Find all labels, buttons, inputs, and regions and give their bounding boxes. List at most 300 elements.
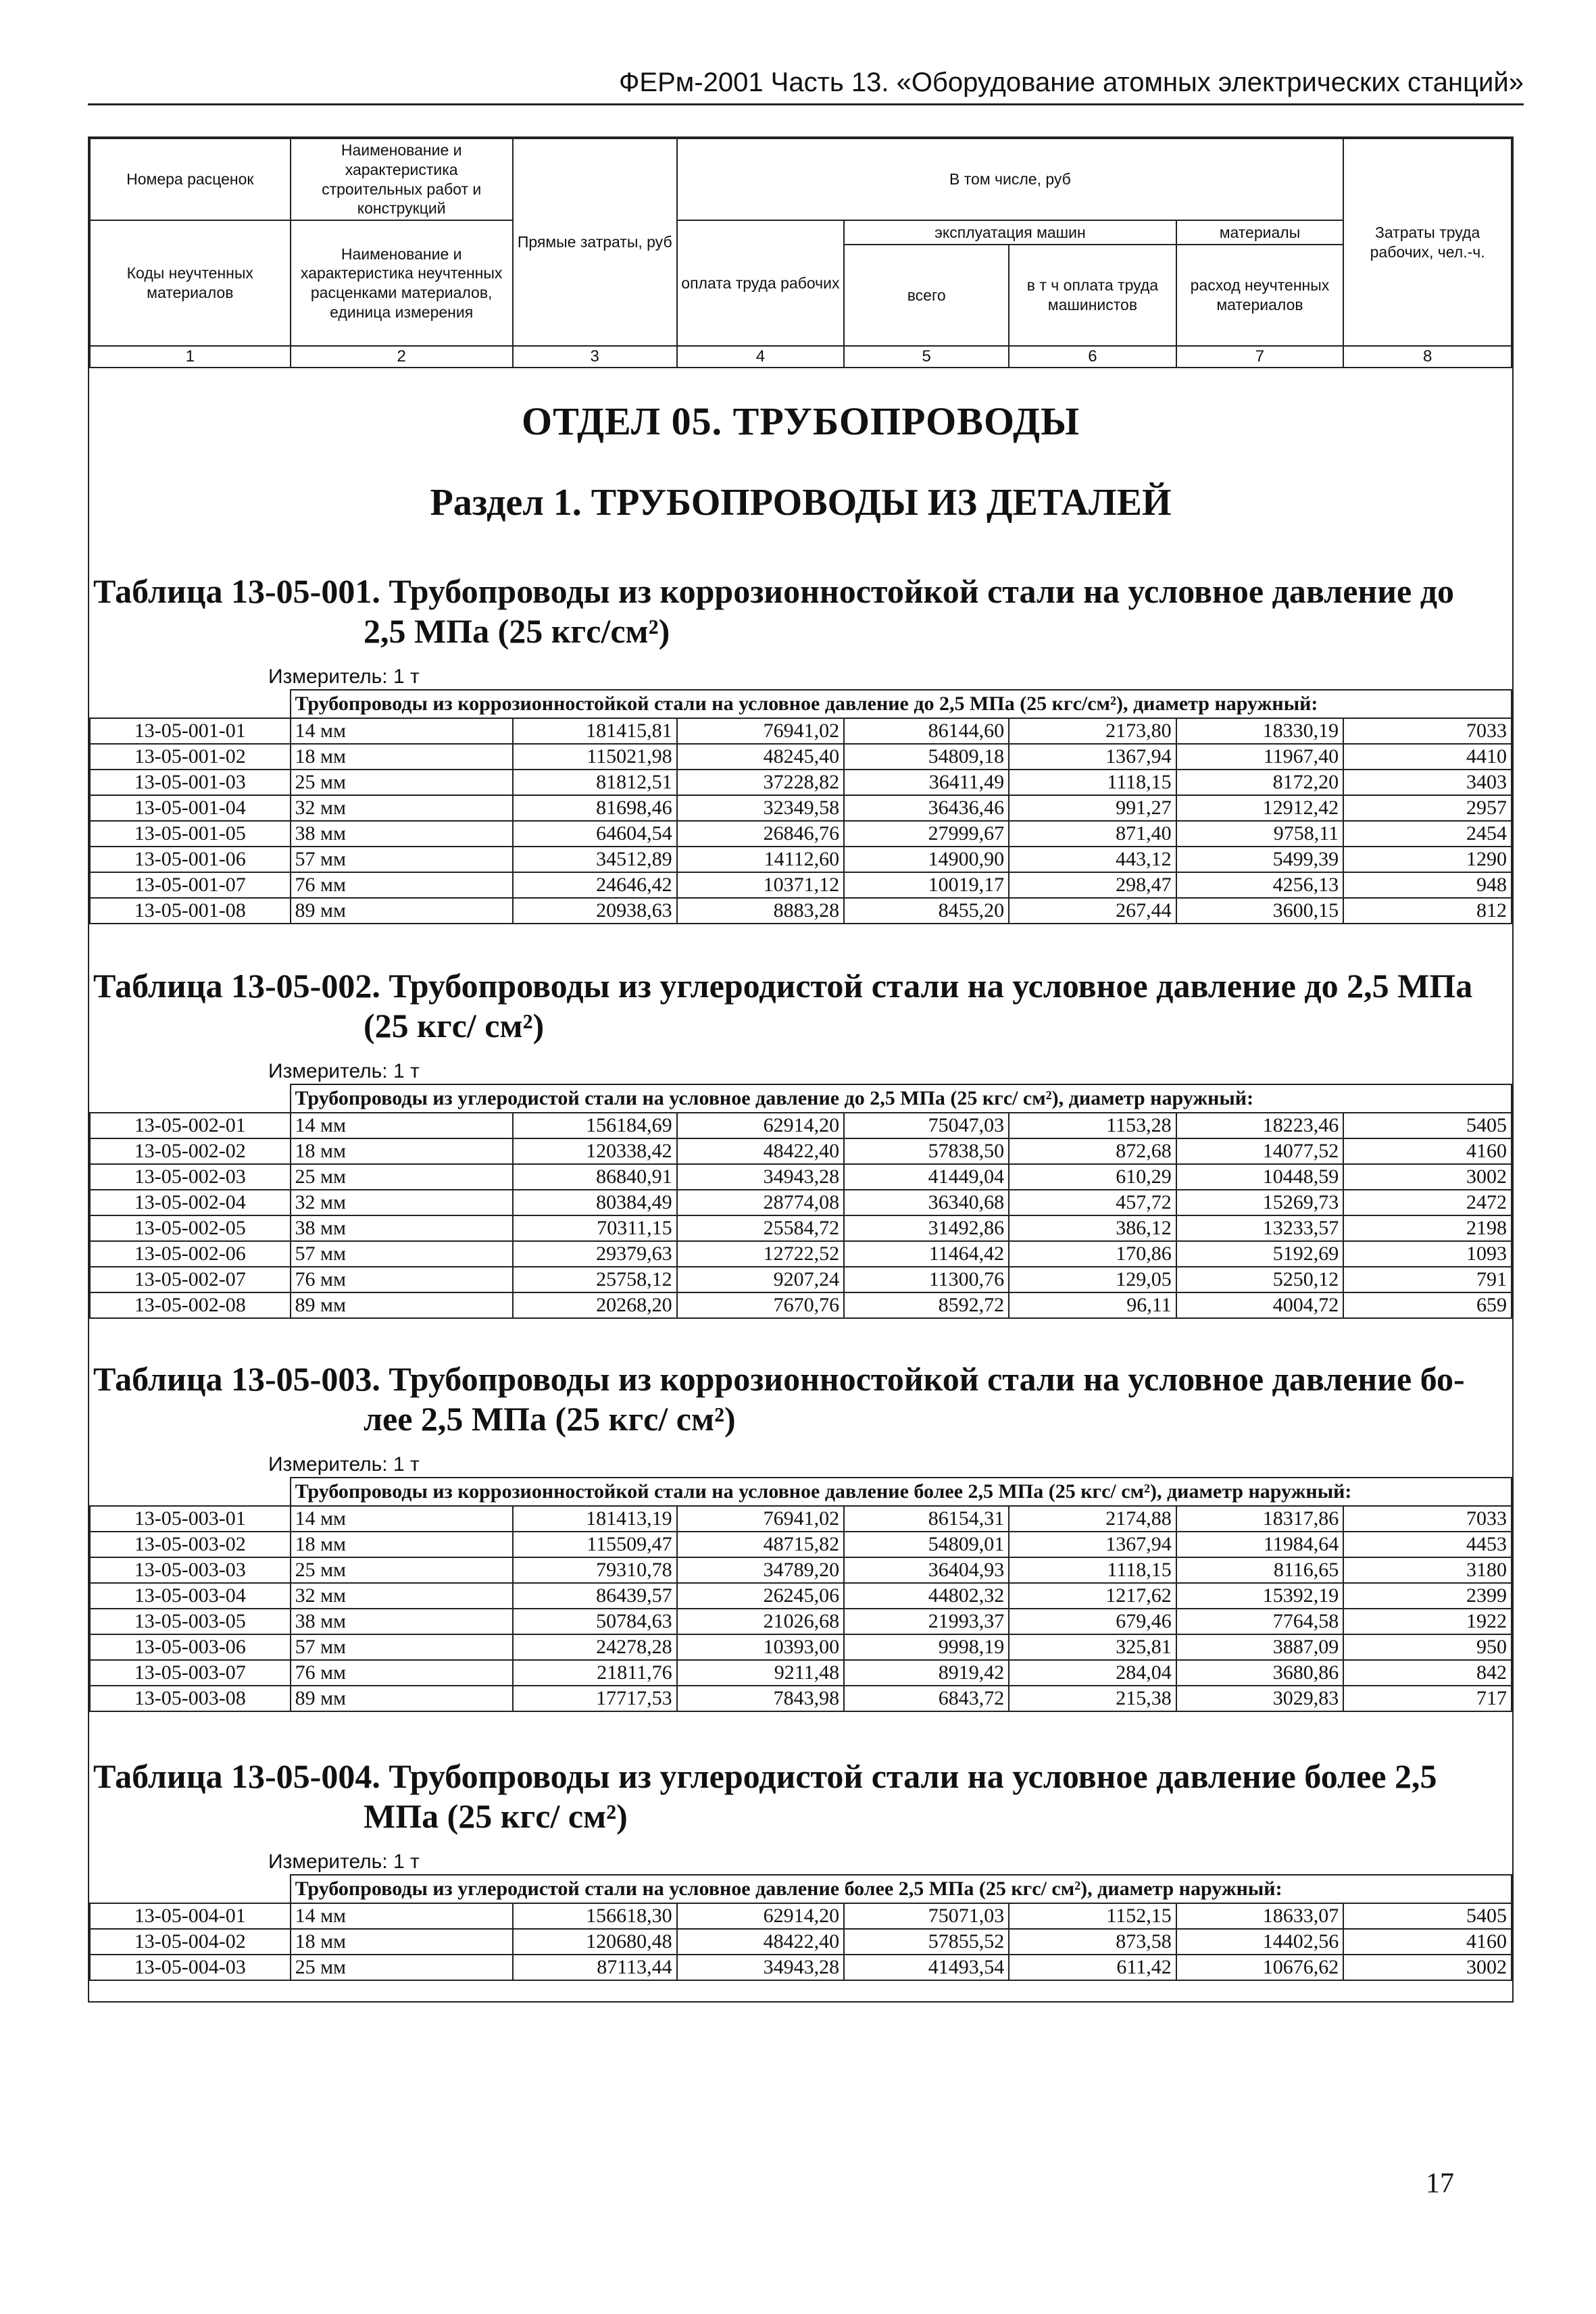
table-row — [90, 1267, 1512, 1292]
value-cell: 842 — [1343, 1660, 1512, 1686]
rate-table — [89, 689, 1512, 924]
header-worker-wages: оплата труда рабочих — [677, 220, 845, 346]
value-cell: 3600,15 — [1176, 898, 1344, 924]
diameter-cell: 18 мм — [291, 1532, 513, 1557]
value-cell: 41493,54 — [844, 1955, 1009, 1980]
value-cell: 10019,17 — [844, 872, 1009, 898]
value-cell: 21811,76 — [513, 1660, 677, 1686]
value-cell: 325,81 — [1009, 1634, 1176, 1660]
value-cell: 9211,48 — [677, 1660, 845, 1686]
value-cell: 7033 — [1343, 1506, 1512, 1532]
value-cell: 75047,03 — [844, 1113, 1009, 1138]
value-cell: 991,27 — [1009, 795, 1176, 821]
value-cell: 948 — [1343, 872, 1512, 898]
department-title: ОТДЕЛ 05. ТРУБОПРОВОДЫ — [521, 399, 1080, 443]
value-cell: 443,12 — [1009, 847, 1176, 872]
value-cell: 86439,57 — [513, 1583, 677, 1609]
table-row — [90, 1583, 1512, 1609]
value-cell: 1118,15 — [1009, 1557, 1176, 1583]
value-cell: 7843,98 — [677, 1686, 845, 1711]
value-cell: 36436,46 — [844, 795, 1009, 821]
value-cell: 120338,42 — [513, 1138, 677, 1164]
header-col-number: 7 — [1176, 346, 1344, 368]
table-row — [90, 1660, 1512, 1686]
diameter-cell: 25 мм — [291, 1955, 513, 1980]
value-cell: 20938,63 — [513, 898, 677, 924]
value-cell: 10393,00 — [677, 1634, 845, 1660]
value-cell: 3002 — [1343, 1955, 1512, 1980]
value-cell: 1367,94 — [1009, 744, 1176, 770]
value-cell: 20268,20 — [513, 1292, 677, 1318]
value-cell: 871,40 — [1009, 821, 1176, 847]
table-row — [90, 1634, 1512, 1660]
value-cell: 21026,68 — [677, 1609, 845, 1634]
diameter-cell: 38 мм — [291, 1215, 513, 1241]
table-title-line: Трубопроводы из углеродистой стали на условное давление более 2,5 — [389, 1757, 1437, 1795]
rate-code-cell: 13-05-001-01 — [90, 718, 291, 744]
rate-code-cell: 13-05-001-08 — [90, 898, 291, 924]
value-cell: 87113,44 — [513, 1955, 677, 1980]
value-cell: 18633,07 — [1176, 1903, 1344, 1929]
rate-code-cell: 13-05-002-03 — [90, 1164, 291, 1190]
value-cell: 11464,42 — [844, 1241, 1009, 1267]
value-cell: 9758,11 — [1176, 821, 1344, 847]
value-cell: 872,68 — [1009, 1138, 1176, 1164]
value-cell: 2957 — [1343, 795, 1512, 821]
table-subheader: Трубопроводы из углеродистой стали на условное давление более 2,5 МПа (25 кгс/ см²), диаметр наружный: — [291, 1875, 1512, 1903]
value-cell: 36411,49 — [844, 770, 1009, 795]
value-cell: 10371,12 — [677, 872, 845, 898]
header-col-number: 6 — [1009, 346, 1176, 368]
table-row — [90, 1241, 1512, 1267]
rate-code-cell: 13-05-003-04 — [90, 1583, 291, 1609]
measure-unit: Измеритель: 1 т — [268, 1851, 420, 1873]
value-cell: 86840,91 — [513, 1164, 677, 1190]
value-cell: 75071,03 — [844, 1903, 1009, 1929]
value-cell: 4004,72 — [1176, 1292, 1344, 1318]
value-cell: 11300,76 — [844, 1267, 1009, 1292]
value-cell: 1217,62 — [1009, 1583, 1176, 1609]
header-materials: материалы — [1176, 220, 1344, 245]
value-cell: 5405 — [1343, 1113, 1512, 1138]
table-title-line: лее 2,5 МПа (25 кгс/ см²) — [364, 1400, 736, 1438]
rate-code-cell: 13-05-002-02 — [90, 1138, 291, 1164]
blank-cell — [90, 1084, 291, 1113]
diameter-cell: 76 мм — [291, 1660, 513, 1686]
table-row — [90, 744, 1512, 770]
value-cell: 812 — [1343, 898, 1512, 924]
value-cell: 26846,76 — [677, 821, 845, 847]
diameter-cell: 32 мм — [291, 795, 513, 821]
rate-tables — [89, 572, 1512, 1981]
value-cell: 156618,30 — [513, 1903, 677, 1929]
header-unaccounted-materials: расход неучтенных материалов — [1176, 245, 1344, 346]
table-row — [90, 1557, 1512, 1583]
rate-code-cell: 13-05-002-01 — [90, 1113, 291, 1138]
blank-cell — [90, 690, 291, 718]
value-cell: 7670,76 — [677, 1292, 845, 1318]
value-cell: 5250,12 — [1176, 1267, 1344, 1292]
value-cell: 3180 — [1343, 1557, 1512, 1583]
table-row — [90, 821, 1512, 847]
value-cell: 54809,18 — [844, 744, 1009, 770]
rate-code-cell: 13-05-002-06 — [90, 1241, 291, 1267]
value-cell: 679,46 — [1009, 1609, 1176, 1634]
value-cell: 950 — [1343, 1634, 1512, 1660]
value-cell: 64604,54 — [513, 821, 677, 847]
value-cell: 120680,48 — [513, 1929, 677, 1955]
table-row — [90, 1532, 1512, 1557]
value-cell: 29379,63 — [513, 1241, 677, 1267]
blank-cell — [90, 1875, 291, 1903]
value-cell: 115509,47 — [513, 1532, 677, 1557]
page-header: ФЕРм-2001 Часть 13. «Оборудование атомных электрических станций» — [88, 68, 1524, 105]
table-title — [89, 572, 1512, 651]
value-cell: 34512,89 — [513, 847, 677, 872]
header-col-number: 4 — [677, 346, 845, 368]
diameter-cell: 57 мм — [291, 847, 513, 872]
value-cell: 8592,72 — [844, 1292, 1009, 1318]
value-cell: 21993,37 — [844, 1609, 1009, 1634]
value-cell: 5499,39 — [1176, 847, 1344, 872]
value-cell: 2454 — [1343, 821, 1512, 847]
value-cell: 86144,60 — [844, 718, 1009, 744]
value-cell: 34789,20 — [677, 1557, 845, 1583]
header-including: В том числе, руб — [677, 139, 1344, 220]
value-cell: 10448,59 — [1176, 1164, 1344, 1190]
rate-code-cell: 13-05-003-05 — [90, 1609, 291, 1634]
value-cell: 659 — [1343, 1292, 1512, 1318]
value-cell: 5192,69 — [1176, 1241, 1344, 1267]
value-cell: 48422,40 — [677, 1929, 845, 1955]
rate-code-cell: 13-05-004-03 — [90, 1955, 291, 1980]
rate-table-block — [89, 572, 1512, 924]
value-cell: 9998,19 — [844, 1634, 1009, 1660]
value-cell: 7033 — [1343, 718, 1512, 744]
value-cell: 4160 — [1343, 1929, 1512, 1955]
column-header-table — [89, 138, 1512, 368]
value-cell: 170,86 — [1009, 1241, 1176, 1267]
value-cell: 4410 — [1343, 744, 1512, 770]
rate-code-cell: 13-05-001-03 — [90, 770, 291, 795]
value-cell: 215,38 — [1009, 1686, 1176, 1711]
value-cell: 8919,42 — [844, 1660, 1009, 1686]
value-cell: 4453 — [1343, 1532, 1512, 1557]
table-title-line: Трубопроводы из коррозионностойкой стали на условное давление бо- — [389, 1360, 1465, 1398]
value-cell: 26245,06 — [677, 1583, 845, 1609]
value-cell: 80384,49 — [513, 1190, 677, 1215]
table-title-line: МПа (25 кгс/ см²) — [364, 1797, 628, 1835]
diameter-cell: 25 мм — [291, 1164, 513, 1190]
diameter-cell: 14 мм — [291, 718, 513, 744]
table-row — [90, 1506, 1512, 1532]
rate-code-cell: 13-05-003-03 — [90, 1557, 291, 1583]
table-number: Таблица 13-05-001. — [93, 572, 380, 610]
value-cell: 32349,58 — [677, 795, 845, 821]
value-cell: 24646,42 — [513, 872, 677, 898]
table-row — [90, 898, 1512, 924]
value-cell: 3887,09 — [1176, 1634, 1344, 1660]
header-col-number: 1 — [90, 346, 291, 368]
table-subheader: Трубопроводы из коррозионностойкой стали на условное давление более 2,5 МПа (25 кгс/ см²), диаметр наружный: — [291, 1478, 1512, 1506]
value-cell: 13233,57 — [1176, 1215, 1344, 1241]
value-cell: 81698,46 — [513, 795, 677, 821]
value-cell: 15392,19 — [1176, 1583, 1344, 1609]
value-cell: 11984,64 — [1176, 1532, 1344, 1557]
rate-code-cell: 13-05-003-06 — [90, 1634, 291, 1660]
value-cell: 50784,63 — [513, 1609, 677, 1634]
header-direct-costs: Прямые затраты, руб — [513, 139, 677, 346]
value-cell: 181415,81 — [513, 718, 677, 744]
value-cell: 2173,80 — [1009, 718, 1176, 744]
value-cell: 1922 — [1343, 1609, 1512, 1634]
rate-code-cell: 13-05-003-08 — [90, 1686, 291, 1711]
header-material-codes: Коды неучтенных материалов — [90, 220, 291, 346]
value-cell: 18330,19 — [1176, 718, 1344, 744]
value-cell: 4160 — [1343, 1138, 1512, 1164]
rate-code-cell: 13-05-004-02 — [90, 1929, 291, 1955]
value-cell: 791 — [1343, 1267, 1512, 1292]
rate-table-block — [89, 966, 1512, 1319]
value-cell: 5405 — [1343, 1903, 1512, 1929]
table-number: Таблица 13-05-003. — [93, 1360, 380, 1398]
rate-code-cell: 13-05-003-02 — [90, 1532, 291, 1557]
diameter-cell: 38 мм — [291, 821, 513, 847]
table-row — [90, 1955, 1512, 1980]
header-rate-numbers: Номера расценок — [90, 139, 291, 220]
value-cell: 3029,83 — [1176, 1686, 1344, 1711]
value-cell: 14112,60 — [677, 847, 845, 872]
header-col-number: 5 — [844, 346, 1009, 368]
value-cell: 76941,02 — [677, 1506, 845, 1532]
table-subheader: Трубопроводы из коррозионностойкой стали на условное давление до 2,5 МПа (25 кгс/см²), диаметр наружный: — [291, 690, 1512, 718]
diameter-cell: 14 мм — [291, 1903, 513, 1929]
table-title-line: Трубопроводы из коррозионностойкой стали на условное давление до — [389, 572, 1455, 610]
measure-unit: Измеритель: 1 т — [268, 665, 420, 688]
diameter-cell: 32 мм — [291, 1583, 513, 1609]
header-col-number: 2 — [291, 346, 513, 368]
rate-code-cell: 13-05-004-01 — [90, 1903, 291, 1929]
header-labor-costs: Затраты труда рабочих, чел.-ч. — [1343, 139, 1512, 346]
diameter-cell: 14 мм — [291, 1506, 513, 1532]
table-title-line: 2,5 МПа (25 кгс/см²) — [364, 612, 670, 650]
value-cell: 1153,28 — [1009, 1113, 1176, 1138]
rate-code-cell: 13-05-001-05 — [90, 821, 291, 847]
value-cell: 15269,73 — [1176, 1190, 1344, 1215]
value-cell: 24278,28 — [513, 1634, 677, 1660]
rate-code-cell: 13-05-001-07 — [90, 872, 291, 898]
value-cell: 298,47 — [1009, 872, 1176, 898]
section-title: Раздел 1. ТРУБОПРОВОДЫ ИЗ ДЕТАЛЕЙ — [430, 482, 1172, 524]
value-cell: 284,04 — [1009, 1660, 1176, 1686]
value-cell: 62914,20 — [677, 1903, 845, 1929]
value-cell: 2198 — [1343, 1215, 1512, 1241]
rate-code-cell: 13-05-003-07 — [90, 1660, 291, 1686]
rate-code-cell: 13-05-001-04 — [90, 795, 291, 821]
value-cell: 386,12 — [1009, 1215, 1176, 1241]
diameter-cell: 18 мм — [291, 1138, 513, 1164]
value-cell: 7764,58 — [1176, 1609, 1344, 1634]
table-row — [90, 872, 1512, 898]
value-cell: 2472 — [1343, 1190, 1512, 1215]
table-row — [90, 1929, 1512, 1955]
value-cell: 6843,72 — [844, 1686, 1009, 1711]
value-cell: 3403 — [1343, 770, 1512, 795]
value-cell: 11967,40 — [1176, 744, 1344, 770]
diameter-cell: 89 мм — [291, 1686, 513, 1711]
diameter-cell: 38 мм — [291, 1609, 513, 1634]
value-cell: 717 — [1343, 1686, 1512, 1711]
value-cell: 1367,94 — [1009, 1532, 1176, 1557]
value-cell: 57855,52 — [844, 1929, 1009, 1955]
header-operator-wages: в т ч оплата труда машинистов — [1009, 245, 1176, 346]
diameter-cell: 25 мм — [291, 770, 513, 795]
value-cell: 25758,12 — [513, 1267, 677, 1292]
rate-code-cell: 13-05-002-05 — [90, 1215, 291, 1241]
table-row — [90, 1138, 1512, 1164]
value-cell: 267,44 — [1009, 898, 1176, 924]
value-cell: 96,11 — [1009, 1292, 1176, 1318]
value-cell: 17717,53 — [513, 1686, 677, 1711]
table-title-line: (25 кгс/ см²) — [364, 1007, 545, 1045]
document-frame — [88, 136, 1514, 2003]
value-cell: 156184,69 — [513, 1113, 677, 1138]
value-cell: 70311,15 — [513, 1215, 677, 1241]
value-cell: 81812,51 — [513, 770, 677, 795]
value-cell: 611,42 — [1009, 1955, 1176, 1980]
value-cell: 86154,31 — [844, 1506, 1009, 1532]
measure-unit: Измеритель: 1 т — [268, 1060, 420, 1082]
diameter-cell: 76 мм — [291, 1267, 513, 1292]
table-row — [90, 1686, 1512, 1711]
value-cell: 8455,20 — [844, 898, 1009, 924]
header-col-number: 3 — [513, 346, 677, 368]
value-cell: 25584,72 — [677, 1215, 845, 1241]
value-cell: 18317,86 — [1176, 1506, 1344, 1532]
rate-code-cell: 13-05-002-07 — [90, 1267, 291, 1292]
table-row — [90, 1215, 1512, 1241]
rate-table — [89, 1084, 1512, 1319]
rate-table — [89, 1477, 1512, 1712]
diameter-cell: 57 мм — [291, 1241, 513, 1267]
measure-unit: Измеритель: 1 т — [268, 1453, 420, 1476]
table-title-line: Трубопроводы из углеродистой стали на условное давление до 2,5 МПа — [389, 967, 1473, 1005]
diameter-cell: 18 мм — [291, 744, 513, 770]
value-cell: 48715,82 — [677, 1532, 845, 1557]
table-title — [89, 1757, 1512, 1836]
value-cell: 28774,08 — [677, 1190, 845, 1215]
rate-code-cell: 13-05-002-04 — [90, 1190, 291, 1215]
table-subheader: Трубопроводы из углеродистой стали на условное давление до 2,5 МПа (25 кгс/ см²), диаметр наружный: — [291, 1084, 1512, 1113]
table-row — [90, 718, 1512, 744]
rate-code-cell: 13-05-001-02 — [90, 744, 291, 770]
value-cell: 3002 — [1343, 1164, 1512, 1190]
diameter-cell: 25 мм — [291, 1557, 513, 1583]
value-cell: 34943,28 — [677, 1955, 845, 1980]
value-cell: 610,29 — [1009, 1164, 1176, 1190]
rate-table — [89, 1874, 1512, 1981]
value-cell: 48422,40 — [677, 1138, 845, 1164]
table-row — [90, 1190, 1512, 1215]
diameter-cell: 14 мм — [291, 1113, 513, 1138]
value-cell: 37228,82 — [677, 770, 845, 795]
value-cell: 2174,88 — [1009, 1506, 1176, 1532]
table-row — [90, 1609, 1512, 1634]
value-cell: 79310,78 — [513, 1557, 677, 1583]
value-cell: 57838,50 — [844, 1138, 1009, 1164]
header-material-name: Наименование и характеристика неучтенных расценками материалов, единица измерения — [291, 220, 513, 346]
value-cell: 12722,52 — [677, 1241, 845, 1267]
table-title — [89, 966, 1512, 1046]
table-title — [89, 1359, 1512, 1439]
blank-cell — [90, 1478, 291, 1506]
value-cell: 41449,04 — [844, 1164, 1009, 1190]
table-number: Таблица 13-05-002. — [93, 967, 380, 1005]
header-machine-total: всего — [844, 245, 1009, 346]
rate-code-cell: 13-05-003-01 — [90, 1506, 291, 1532]
value-cell: 14077,52 — [1176, 1138, 1344, 1164]
value-cell: 36404,93 — [844, 1557, 1009, 1583]
diameter-cell: 89 мм — [291, 898, 513, 924]
value-cell: 8116,65 — [1176, 1557, 1344, 1583]
value-cell: 873,58 — [1009, 1929, 1176, 1955]
table-row — [90, 795, 1512, 821]
header-machine-operation: эксплуатация машин — [844, 220, 1176, 245]
diameter-cell: 32 мм — [291, 1190, 513, 1215]
rate-code-cell: 13-05-002-08 — [90, 1292, 291, 1318]
table-row — [90, 847, 1512, 872]
header-col-number: 8 — [1343, 346, 1512, 368]
value-cell: 457,72 — [1009, 1190, 1176, 1215]
value-cell: 44802,32 — [844, 1583, 1009, 1609]
value-cell: 14402,56 — [1176, 1929, 1344, 1955]
rate-table-block — [89, 1359, 1512, 1712]
value-cell: 27999,67 — [844, 821, 1009, 847]
table-row — [90, 770, 1512, 795]
value-cell: 31492,86 — [844, 1215, 1009, 1241]
value-cell: 1118,15 — [1009, 770, 1176, 795]
value-cell: 76941,02 — [677, 718, 845, 744]
value-cell: 36340,68 — [844, 1190, 1009, 1215]
value-cell: 54809,01 — [844, 1532, 1009, 1557]
value-cell: 12912,42 — [1176, 795, 1344, 821]
value-cell: 14900,90 — [844, 847, 1009, 872]
value-cell: 48245,40 — [677, 744, 845, 770]
value-cell: 62914,20 — [677, 1113, 845, 1138]
rate-table-block — [89, 1757, 1512, 1981]
table-number: Таблица 13-05-004. — [93, 1757, 380, 1795]
value-cell: 9207,24 — [677, 1267, 845, 1292]
value-cell: 1290 — [1343, 847, 1512, 872]
value-cell: 1093 — [1343, 1241, 1512, 1267]
value-cell: 129,05 — [1009, 1267, 1176, 1292]
value-cell: 18223,46 — [1176, 1113, 1344, 1138]
diameter-cell: 18 мм — [291, 1929, 513, 1955]
diameter-cell: 89 мм — [291, 1292, 513, 1318]
value-cell: 34943,28 — [677, 1164, 845, 1190]
value-cell: 3680,86 — [1176, 1660, 1344, 1686]
table-row — [90, 1113, 1512, 1138]
value-cell: 10676,62 — [1176, 1955, 1344, 1980]
diameter-cell: 57 мм — [291, 1634, 513, 1660]
rate-code-cell: 13-05-001-06 — [90, 847, 291, 872]
value-cell: 8883,28 — [677, 898, 845, 924]
page-number: 17 — [1426, 2168, 1454, 2199]
header-work-name: Наименование и характеристика строительных работ и конструкций — [291, 139, 513, 220]
table-row — [90, 1903, 1512, 1929]
value-cell: 181413,19 — [513, 1506, 677, 1532]
value-cell: 4256,13 — [1176, 872, 1344, 898]
